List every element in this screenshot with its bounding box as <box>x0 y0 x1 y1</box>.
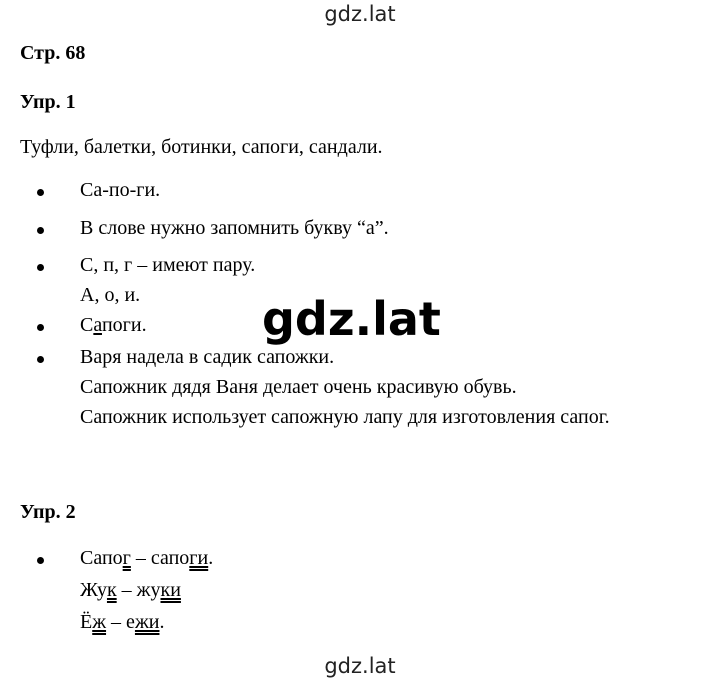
text-part: . <box>159 611 165 633</box>
bullet-marker <box>37 356 44 363</box>
exercise-1-bullet-3: С, п, г – имеют пару. <box>80 254 256 276</box>
text-part: . <box>208 547 214 569</box>
page-heading: Стр. 68 <box>20 42 86 64</box>
exercise-1-intro: Туфли, балетки, ботинки, сапоги, сандали. <box>20 136 383 158</box>
exercise-2-heading: Упр. 2 <box>20 501 76 523</box>
exercise-2-row-2 <box>80 579 181 602</box>
exercise-1-bullet-1: Са-по-ги. <box>80 179 161 201</box>
underlined-letter: к <box>106 579 117 601</box>
text-part: Ё <box>80 611 93 633</box>
exercise-1-bullet-3-continuation: А, о, и. <box>80 284 141 306</box>
exercise-1-bullet-5-continuation-1: Сапожник дядя Ваня делает очень красивую обувь. <box>80 376 517 398</box>
exercise-1-bullet-4 <box>80 314 147 337</box>
text-part: – сапо <box>130 547 190 569</box>
exercise-1-bullet-5: Варя надела в садик сапожки. <box>80 346 335 368</box>
text-part: поги. <box>101 314 147 336</box>
text-part: Сапо <box>80 547 123 569</box>
exercise-1-bullet-2: В слове нужно запомнить букву “а”. <box>80 217 389 239</box>
bullet-marker <box>37 324 44 331</box>
underlined-letters: ки <box>160 579 181 601</box>
text-part: Жу <box>80 579 107 601</box>
underlined-letters: жи <box>134 611 160 633</box>
text-part: – жу <box>116 579 161 601</box>
bullet-marker <box>37 557 44 564</box>
exercise-1-bullet-5-continuation-2: Сапожник использует сапожную лапу для изготовления сапог. <box>80 406 610 428</box>
underlined-letters: ги <box>189 547 209 569</box>
bullet-marker <box>37 189 44 196</box>
bullet-marker <box>37 264 44 271</box>
underlined-letter: г <box>122 547 131 569</box>
text-part: С <box>80 314 94 336</box>
underlined-letter: ж <box>92 611 107 633</box>
exercise-2-row-1 <box>80 547 213 570</box>
bullet-marker <box>37 227 44 234</box>
watermark-center: gdz.lat <box>262 292 441 346</box>
underlined-letter: а <box>93 314 102 336</box>
text-part: – е <box>106 611 135 633</box>
watermark-bottom: gdz.lat <box>324 654 396 678</box>
exercise-2-row-3 <box>80 611 164 634</box>
exercise-1-heading: Упр. 1 <box>20 91 76 113</box>
watermark-top: gdz.lat <box>324 2 396 26</box>
